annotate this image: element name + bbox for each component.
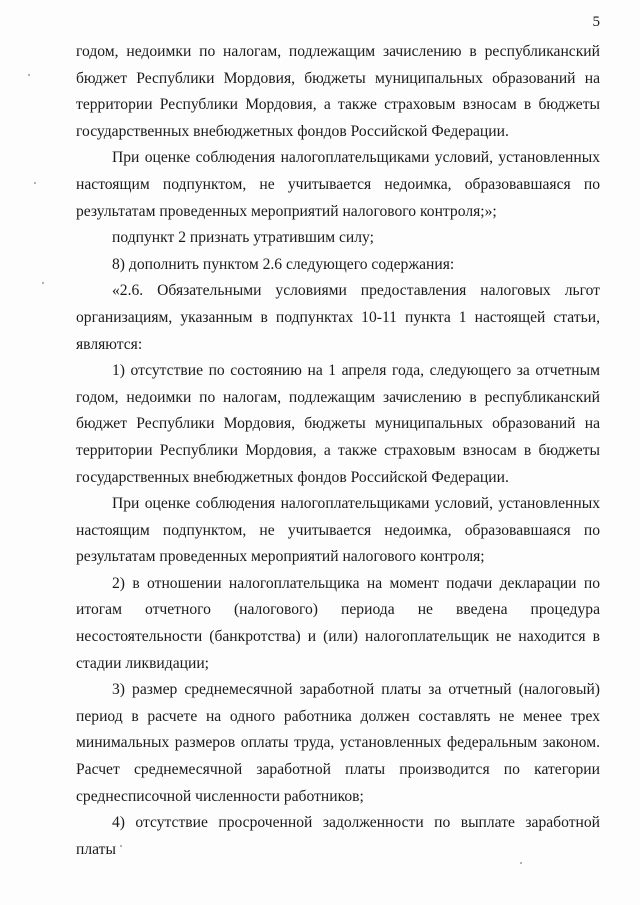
scan-speck (520, 862, 522, 864)
scan-speck (120, 845, 122, 847)
scan-speck (28, 74, 30, 76)
scan-speck (42, 282, 44, 284)
scan-speck (34, 182, 36, 184)
paragraph-7: При оценке соблюдения налогоплательщиками условий, установленных настоящим подпунктом, не учитывается недоимка, образовавшаяся по результатам проведенных мероприятий налогового контроля; (76, 495, 600, 566)
paragraph-10: 4) отсутствие просроченной задолженности по выплате заработной платы (76, 814, 600, 858)
paragraph-8: 2) в отношении налогоплательщика на момент подачи декларации по итогам отчетного (налогового) периода не введена процедура несостоятельности (банкротства) и (или) налогоплательщик не находится в стадии ликвидации; (76, 574, 600, 672)
paragraph-6: 1) отсутствие по состоянию на 1 апреля года, следующего за отчетным годом, недоимки по налогам, подлежащим зачислению в республиканский бюджет Республики Мордовия, бюджеты муниципальных образований на территории Республики Мордовия, а также страховым взносам в бюджеты государственных внебюджетных фондов Российской Федерации. (76, 362, 600, 486)
paragraph-1: годом, недоимки по налогам, подлежащим зачислению в республиканский бюджет Республики Мордовия, бюджеты муниципальных образований на территории Республики Мордовия, а также страховым взносам в бюджеты государственных внебюджетных фондов Российской Федерации. (76, 43, 600, 140)
paragraph-9: 3) размер среднемесячной заработной платы за отчетный (налоговый) период в расчете на одного работника должен составлять не менее трех минимальных размеров оплаты труда, установленных федеральным законом. Расчет среднемесячной заработной платы производится по категории среднесписочной численности работников; (76, 681, 600, 805)
paragraph-3: подпункт 2 признать утратившим силу; (112, 229, 374, 247)
paragraph-2: При оценке соблюдения налогоплательщиками условий, установленных настоящим подпунктом, не учитывается недоимка, образовавшаяся по результатам проведенных мероприятий налогового контроля;»; (76, 149, 600, 220)
page-number: 5 (592, 14, 600, 30)
paragraph-5: «2.6. Обязательными условиями предоставления налоговых льгот организациям, указанным в подпунктах 10-11 пункта 1 настоящей статьи, являются: (76, 282, 600, 353)
paragraph-4: 8) дополнить пунктом 2.6 следующего содержания: (112, 255, 455, 273)
body-text (76, 39, 600, 863)
